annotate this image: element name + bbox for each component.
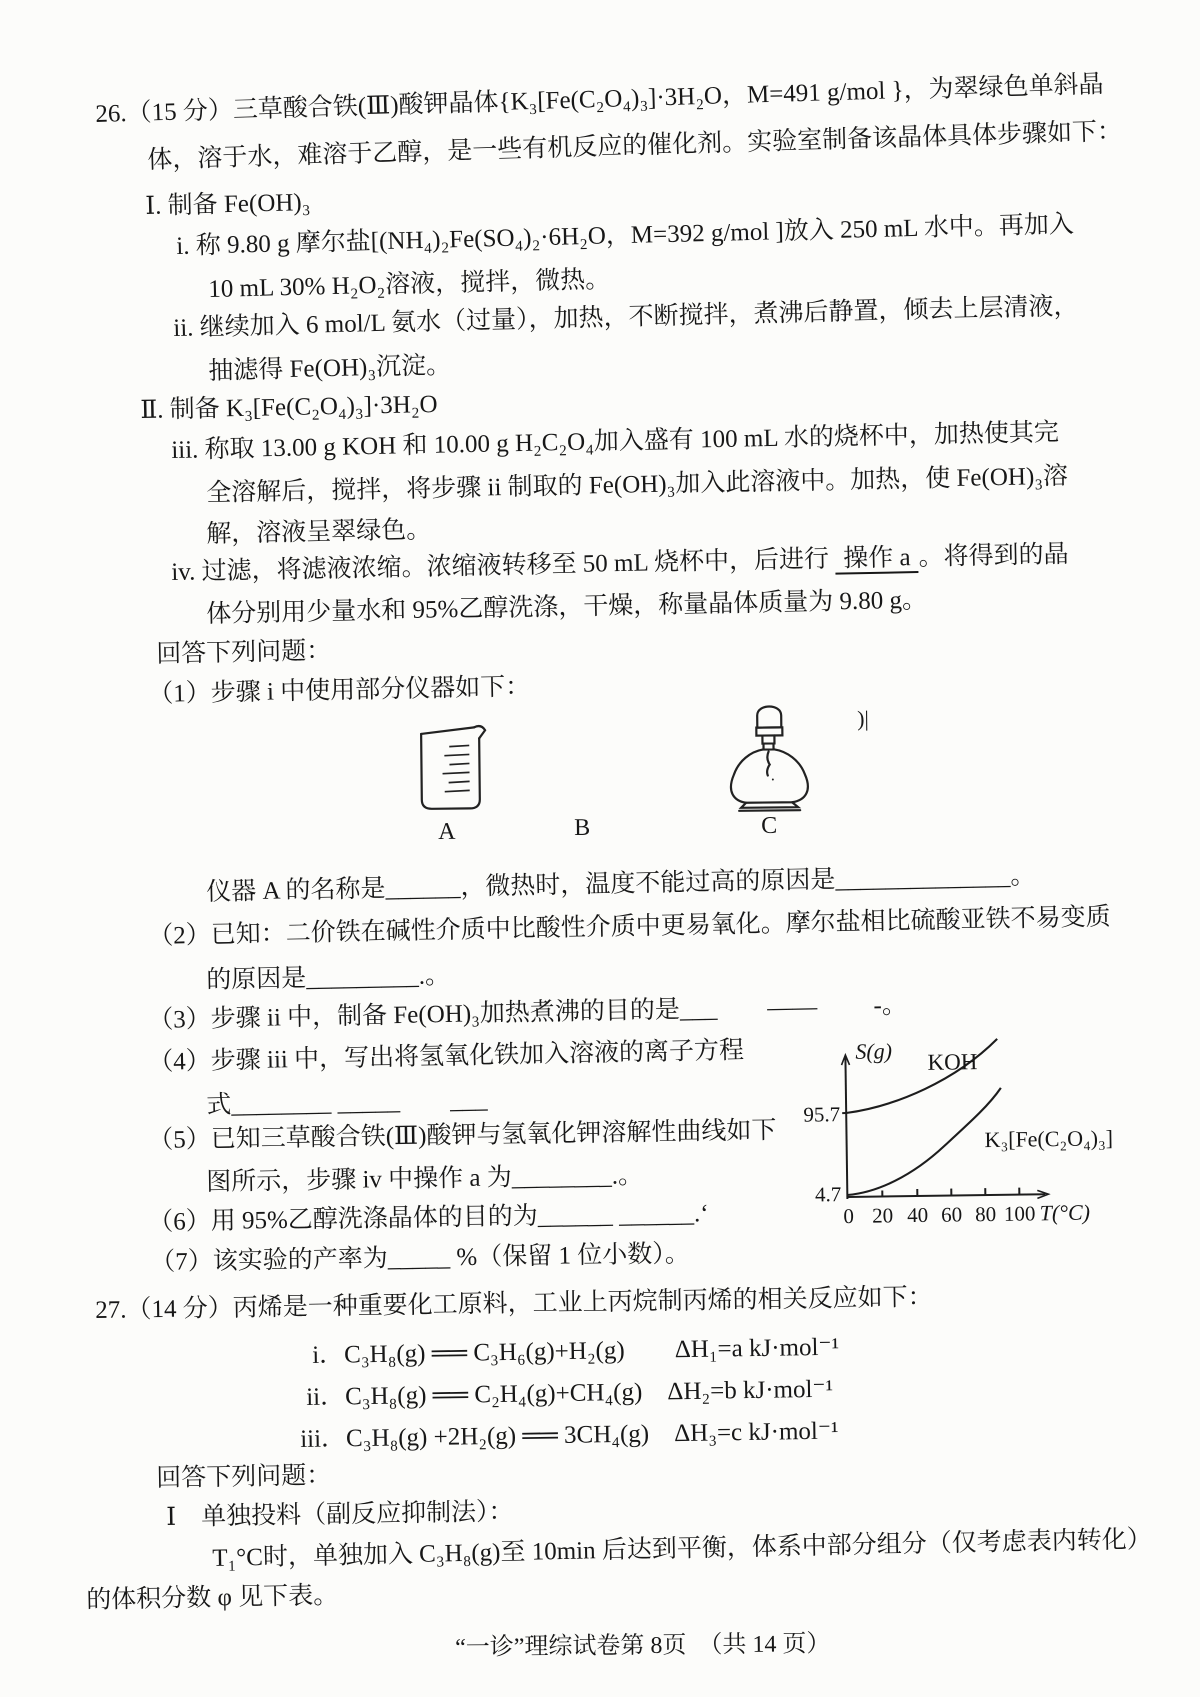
q27-reaction-iii: iii．C₃H₈(g) +2H₂(g) ══ 3CH₄(g) ΔH₃=c kJ·mol⁻¹ [300,1417,839,1453]
beaker-drawing [413,721,492,817]
q26-sub6-line: （6）用 95%乙醇洗涤晶体的目的为______ ______.‘ [148,1200,709,1236]
solubility-chart [775,1023,1168,1245]
chart-tick-100: 100 [1003,1201,1036,1226]
q26-sub3-line: （3）步骤 ii 中，制备 Fe(OH)₃加热煮沸的目的是___ —— -。 [148,991,908,1034]
q27-condition-line2: 的体积分数 φ 见下表。 [86,1581,339,1614]
q26-sub1-prompt: （1）步骤 i 中使用部分仪器如下： [148,673,531,708]
chart-ymark-95-7: 95.7 [803,1102,841,1127]
chart-tick-0: 0 [843,1203,855,1229]
chart-tick-80: 80 [974,1201,997,1227]
q26-sub4-line2: 式________ _____ ___ [206,1086,488,1119]
q26-step-ii-line2: 抽滤得 Fe(OH)₃沉淀。 [208,352,452,385]
q26-step-iv-pre: iv. 过滤，将滤液浓缩。浓缩液转移至 50 mL 烧杯中，后进行 [171,545,830,586]
scan-stray-mark: )| [857,705,869,731]
dropper-bottle-drawing [722,697,819,823]
q26-sub4-line1: （4）步骤 iii 中，写出将氢氧化铁加入溶液的离子方程 [148,1037,745,1076]
apparatus-label-c: C [761,812,779,839]
q26-step-iii-line3: 解，溶液呈翠绿色。 [206,516,432,548]
q27-condition-line1: T₁°C时，单独加入 C₃H₈(g)至 10min 后达到平衡，体系中部分组分（仅考虑表内转化） [212,1526,1152,1572]
q26-sub7-line: （7）该实验的产率为_____ %（保留 1 位小数）。 [150,1240,690,1276]
chart-ylabel: S(g) [855,1038,893,1064]
q26-sub5-line1: （5）已知三草酸合铁(Ⅲ)酸钾与氢氧化钾溶解性曲线如下 [148,1117,777,1154]
chart-xlabel: T(°C) [1039,1199,1091,1226]
q26-step-iv-post: 。将得到的晶 [918,540,1069,571]
q26-sub2-line1: （2）已知：二价铁在碱性介质中比酸性介质中更易氧化。摩尔盐相比硫酸亚铁不易变质 [148,903,1111,950]
chart-tick-60: 60 [940,1202,963,1227]
q26-step-I: Ⅰ. 制备 Fe(OH)₃ [145,188,311,220]
q26-operation-a-blank: 操作 a [835,544,919,575]
apparatus-label-b: B [574,814,592,841]
q27-answer-prompt: 回答下列问题： [156,1462,332,1492]
q26-step-i-line1: i. 称 9.80 g 摩尔盐[(NH₄)₂Fe(SO₄)₂·6H₂O，M=392 g/mol ]放入 250 mL 水中。再加入 [176,211,1075,260]
q26-sub1-blank-line: 仪器 A 的名称是______，微热时，温度不能过高的原因是______________。 [206,862,1036,906]
q27-intro: 27.（14 分）丙烯是一种重要化工原料，工业上丙烷制丙烯的相关反应如下： [95,1283,933,1324]
chart-tick-40: 40 [906,1202,929,1228]
q27-reaction-i: i．C₃H₈(g) ══ C₃H₆(g)+H₂(g) ΔH₁=a kJ·mol⁻¹ [312,1333,840,1369]
chart-series-k3-label: K₃[Fe(C₂O₄)₃] [984,1125,1114,1153]
q26-step-iv-line2: 体分别用少量水和 95%乙醇洗涤，干燥，称量晶体质量为 9.80 g。 [206,586,928,628]
q26-intro-line2: 体，溶于水，难溶于乙醇，是一些有机反应的催化剂。实验室制备该晶体具体步骤如下： [147,118,1123,174]
q27-reaction-ii: ii．C₃H₈(g) ══ C₂H₄(g)+CH₄(g) ΔH₂=b kJ·mol⁻¹ [306,1375,834,1411]
q26-step-ii-line1: ii. 继续加入 6 mol/L 氨水（过量），加热，不断搅拌，煮沸后静置，倾去上层清液， [173,292,1079,342]
q26-answer-prompt: 回答下列问题： [156,637,332,668]
chart-series-koh-label: KOH [927,1049,978,1075]
apparatus-label-a: A [438,818,457,845]
chart-tick-20: 20 [871,1203,894,1228]
q26-step-i-line2: 10 mL 30% H₂O₂溶液，搅拌，微热。 [208,266,611,303]
q26-step-iii-line1: iii. 称取 13.00 g KOH 和 10.00 g H₂C₂O₄加入盛有 100 mL 水的烧杯中，加热使其完 [171,419,1060,464]
chart-ymark-4-7: 4.7 [814,1182,842,1207]
q26-step-II: Ⅱ. 制备 K₃[Fe(C₂O₄)₃]·3H₂O [140,391,438,424]
q26-sub2-line2: 的原因是_________.。 [206,962,451,994]
page-footer: “一诊”理综试卷第 8页 （共 14 页） [455,1631,831,1661]
q27-section-I: Ⅰ 单独投料（副反应抑制法）： [166,1498,514,1531]
q26-sub5-line2: 图所示，步骤 iv 中操作 a 为________.。 [206,1162,644,1196]
q26-intro-line1: 26.（15 分）三草酸合铁(Ⅲ)酸钾晶体{K₃[Fe(C₂O₄)₃]·3H₂O，M=491 g/mol }，为翠绿色单斜晶 [95,71,1104,128]
q26-step-iii-line2: 全溶解后，搅拌，将步骤 ii 制取的 Fe(OH)₃加入此溶液中。加热，使 Fe(OH)₃溶 [206,462,1069,507]
